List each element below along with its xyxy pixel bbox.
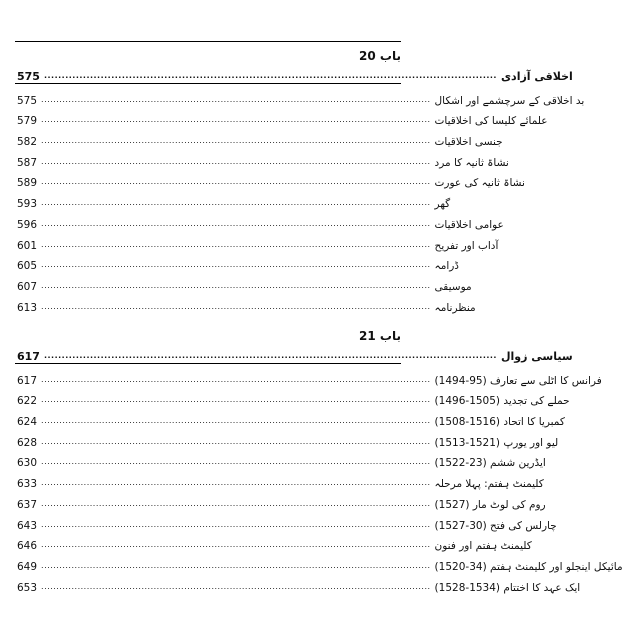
page-number: 596	[17, 218, 38, 231]
dot-leader: ................................................................................................................................	[41, 374, 431, 384]
dot-leader: ................................................................................................................................	[41, 540, 431, 550]
chapter-20-section	[15, 48, 585, 314]
dot-leader: ................................................................................................................................	[41, 519, 431, 529]
chapter-21-section	[15, 328, 623, 594]
page-number: 593	[17, 198, 38, 211]
toc-entry	[15, 407, 565, 429]
toc-entry	[15, 428, 559, 449]
entry-title: بد اخلاقی کے سرچشمے اور اشکال	[434, 94, 585, 107]
toc-entry	[15, 511, 557, 532]
dot-leader: ................................................................................................................................	[41, 560, 431, 570]
page-number: 624	[17, 416, 38, 429]
toc-entry	[15, 449, 546, 470]
page-number: 653	[17, 581, 38, 594]
toc-entry	[15, 169, 525, 190]
toc-entry	[15, 231, 499, 252]
page-number: 637	[17, 498, 38, 511]
toc-entry	[15, 552, 623, 573]
chapter-heading: باب 20	[359, 49, 401, 63]
toc-entry	[15, 107, 548, 128]
entry-title: چارلس کی فتح (30-1527)	[434, 519, 557, 532]
dot-leader: ................................................................................................................................	[41, 115, 431, 125]
dot-leader: ................................................................................................................................	[41, 457, 431, 467]
toc-entry	[15, 490, 546, 511]
dot-leader: ................................................................................................................................	[41, 581, 431, 591]
entry-title: کمبریا کا اتحاد (1516-1508)	[434, 416, 565, 429]
page-number: 575	[17, 94, 38, 107]
page-number: 575	[17, 70, 40, 83]
chapter-heading: باب 21	[359, 329, 401, 343]
dot-leader: ................................................................................................................................	[41, 218, 431, 228]
entry-title: علمائے کلیسا کی اخلاقیات	[434, 115, 548, 128]
toc-entry	[15, 127, 503, 149]
page-number: 605	[17, 260, 38, 273]
title-rule	[15, 83, 401, 84]
toc-entry	[15, 252, 459, 273]
entry-title: عوامی اخلاقیات	[434, 218, 504, 231]
toc-list	[15, 366, 623, 594]
page-number: 607	[17, 280, 38, 293]
chapter-title: اخلاقی آزادی	[500, 70, 573, 83]
dot-leader: ................................................................................................................................	[41, 436, 431, 446]
entry-title: ایڈرین ششم (23-1522)	[434, 457, 546, 470]
entry-title: گھر	[434, 198, 451, 211]
entry-title: لیو اور یورپ (1521-1513)	[434, 436, 559, 449]
entry-title: آداب اور تفریح	[434, 239, 499, 252]
page-number: 587	[17, 156, 38, 169]
dot-leader: ................................................................................................................................	[41, 301, 431, 311]
dot-leader: ................................................................................................................................	[41, 478, 431, 488]
entry-title: مائیکل اینجلو اور کلیمنٹ ہفتم (34-1520)	[434, 560, 623, 573]
toc-entry	[15, 387, 570, 408]
toc-entry	[15, 366, 602, 387]
page-number: 617	[17, 374, 38, 387]
entry-title: ڈرامہ	[434, 260, 459, 273]
page-number: 622	[17, 395, 38, 408]
dot-leader: ................................................................................................................................	[41, 156, 431, 166]
page-number: 617	[17, 350, 40, 363]
toc-entry	[15, 293, 476, 314]
toc-entry	[15, 189, 451, 211]
dot-leader: ................................................................................................................................	[41, 416, 431, 426]
entry-title: کلیمنٹ ہفتم: پہلا مرحلہ	[434, 478, 544, 491]
entry-title: منظرنامہ	[434, 301, 476, 314]
dot-leader: ................................................................................................................................	[41, 136, 431, 146]
chapter-title-row	[15, 344, 573, 363]
toc-entry	[15, 532, 532, 553]
title-rule	[15, 363, 401, 364]
toc-entry	[15, 148, 509, 169]
page-number: 649	[17, 560, 38, 573]
dot-leader: ................................................................................................................................	[41, 239, 431, 249]
dot-leader: ................................................................................................................................	[41, 395, 431, 405]
entry-title: حملے کی تجدید (1505-1496)	[434, 395, 570, 408]
page-top-rule	[15, 41, 401, 42]
toc-entry	[15, 469, 544, 491]
page-number: 628	[17, 436, 38, 449]
dot-leader: ................................................................................................................................	[41, 280, 431, 290]
page-number: 646	[17, 540, 38, 553]
dot-leader: ................................................................................................................................	[41, 177, 431, 187]
page-number: 582	[17, 136, 38, 149]
page-number: 589	[17, 177, 38, 190]
page-number: 643	[17, 519, 38, 532]
chapter-title-row	[15, 64, 573, 83]
entry-title: جنسی اخلاقیات	[434, 136, 503, 149]
dot-leader: ................................................................................................................................	[41, 198, 431, 208]
page-number: 633	[17, 478, 38, 491]
chapter-title: سیاسی زوال	[500, 350, 573, 363]
entry-title: نشاۃ ثانیہ کا مرد	[434, 156, 509, 169]
toc-entry	[15, 86, 585, 107]
toc-entry	[15, 272, 472, 293]
toc-entry	[15, 210, 504, 231]
dot-leader: ................................................................................................................................	[43, 351, 497, 360]
dot-leader: ................................................................................................................................	[43, 71, 497, 80]
dot-leader: ................................................................................................................................	[41, 94, 431, 104]
entry-title: روم کی لوٹ مار (1527)	[434, 498, 546, 511]
entry-title: فرانس کا اٹلی سے تعارف (95-1494)	[434, 374, 602, 387]
entry-title: نشاۃ ثانیہ کی عورت	[434, 177, 525, 190]
page-number: 613	[17, 301, 38, 314]
dot-leader: ................................................................................................................................	[41, 498, 431, 508]
entry-title: کلیمنٹ ہفتم اور فنون	[434, 540, 532, 553]
toc-entry	[15, 573, 581, 594]
page-number: 579	[17, 115, 38, 128]
toc-list	[15, 86, 585, 314]
entry-title: ایک عہد کا اختتام (1534-1528)	[434, 581, 581, 594]
page-number: 601	[17, 239, 38, 252]
entry-title: موسیقی	[434, 280, 472, 293]
dot-leader: ................................................................................................................................	[41, 260, 431, 270]
page-number: 630	[17, 457, 38, 470]
